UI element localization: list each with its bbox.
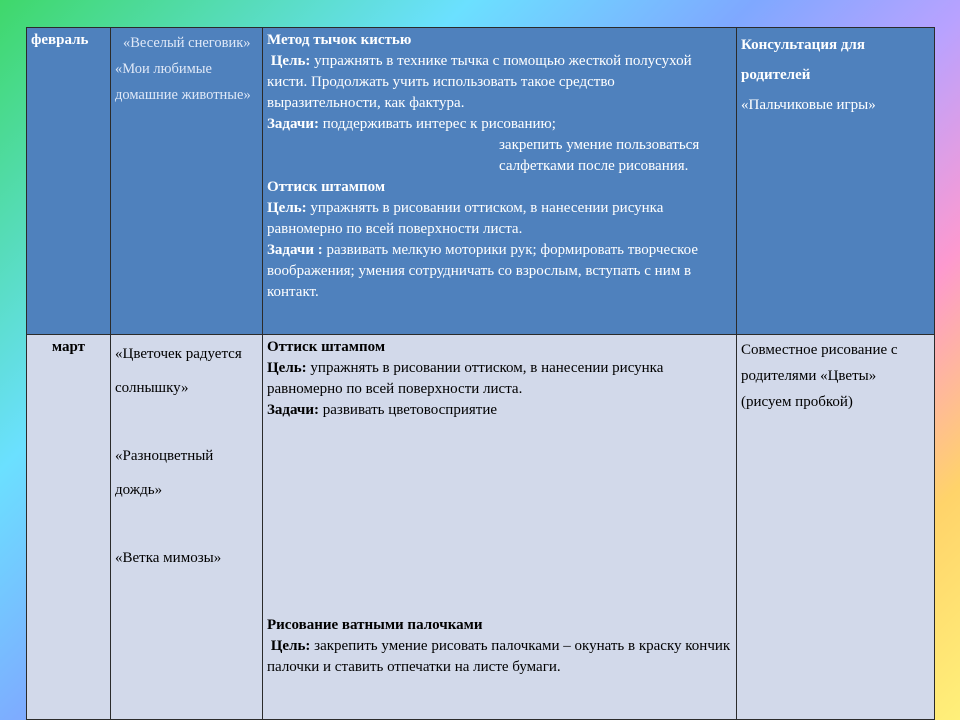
methods-cell [263,335,737,720]
month-cell [27,28,111,335]
theme-item: «Веселый снеговик» [123,35,251,51]
goal-label: Цель: [267,360,307,376]
tasks-text: развивать мелкую моторики рук; формировать творческое воображения; умения сотрудничать со взрослым, вступать с ним в контакт. [267,242,698,300]
method-title: Оттиск штампом [267,179,386,195]
tasks-label: Задачи: [267,402,320,418]
methods-cell [263,28,737,335]
tasks-text: поддерживать интерес к рисованию; [322,116,556,132]
goal-text: упражнять в технике тычка с помощью жесткой полусухой кисти. Продолжать учить использовать такое средство выразительности, как фактура. [267,53,692,111]
tasks-label: Задачи : [267,242,323,258]
plan-table [26,27,935,720]
tasks-text-continued: закрепить умение пользоваться салфетками после рисования. [499,137,700,174]
theme-item: «Ветка мимозы» [115,550,222,566]
goal-text: упражнять в рисовании оттиском, в нанесении рисунка равномерно по всей поверхности листа. [267,200,664,237]
goal-text: закрепить умение рисовать палочками – окунать в краску кончик палочки и ставить отпечатки на листе бумаги. [267,638,731,675]
tasks-text: развивать цветовосприятие [322,402,498,418]
month-cell [27,335,111,720]
themes-cell [111,335,263,720]
consultation-cell [737,335,935,720]
theme-item: «Цветочек радуется солнышку» [115,346,242,396]
consultation-text: Совместное рисование с родителями «Цветы» (рисуем пробкой) [741,342,898,410]
goal-label: Цель: [270,53,311,69]
themes-cell [111,28,263,335]
consultation-cell [737,28,935,335]
theme-item: «Мои любимые домашние животные» [115,61,251,103]
goal-label: Цель: [267,200,307,216]
table-row-march [27,335,935,720]
method-title: Рисование ватными палочками [267,617,483,633]
tasks-label: Задачи: [267,116,320,132]
month-label: февраль [31,32,89,48]
method-title: Оттиск штампом [267,339,386,355]
goal-text: упражнять в рисовании оттиском, в нанесении рисунка равномерно по всей поверхности листа. [267,360,664,397]
consultation-title: Консультация для родителей [741,37,865,83]
consultation-text: «Пальчиковые игры» [741,97,876,113]
month-label: март [51,339,86,355]
theme-item: «Разноцветный дождь» [115,448,214,498]
goal-label: Цель: [270,638,311,654]
method-title: Метод тычок кистью [267,32,412,48]
table-row-february [27,28,935,335]
